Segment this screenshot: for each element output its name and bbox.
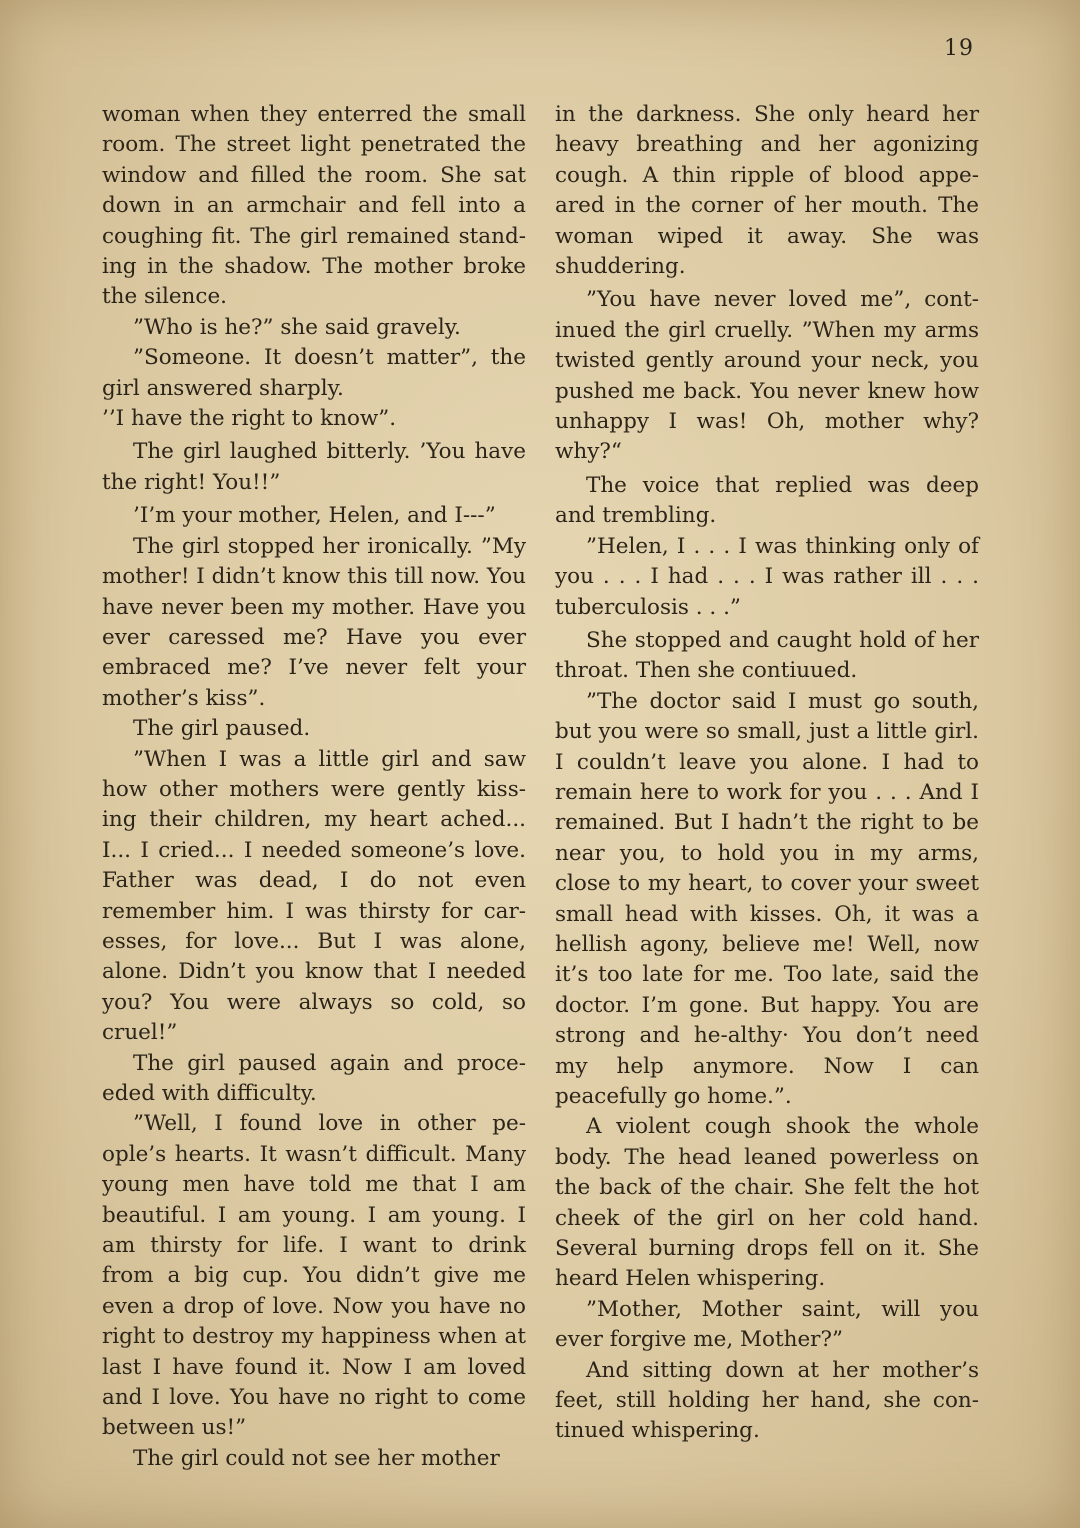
paragraph: ’I’m your mother, Helen, and I---” <box>133 503 496 529</box>
paragraph: ”Someone. It doesn’t matter”, the girl answered sharply. <box>102 345 526 401</box>
paragraph: The voice that replied was deep and trembling. <box>555 472 979 529</box>
paragraph: in the darkness. She only heard her heavy breathing and her agonizing cough. A thin ripple of blood appe-ared in the corner of her mouth. The woman wiped it away. She was shuddering. <box>555 102 979 280</box>
paragraph: And sitting down at her mother’s feet, still holding her hand, she con-tinued whispering. <box>555 1357 979 1444</box>
paragraph: She stopped and caught hold of her throat. Then she contiuued. <box>555 627 979 684</box>
paragraph: woman when they enterred the small room. The street light penetrated the window and filled the room. She sat down in an armchair and fell into a coughing fit. The girl remained stand-ing in the shadow. The mother broke the silence. <box>102 102 526 310</box>
paragraph: ”Who is he?” she said gravely. <box>133 314 461 340</box>
paragraph: The girl could not see her mother <box>133 1445 500 1471</box>
left-column <box>102 100 526 1474</box>
paragraph: ”You have never loved me”, cont-inued the girl cruelly. ”When my arms twisted gently around your neck, you pushed me back. You never knew how unhappy I was! Oh, mother why? why?“ <box>555 287 979 465</box>
paragraph: The girl paused. <box>133 716 311 742</box>
paragraph: ’’I have the right to know”. <box>102 406 397 432</box>
paragraph: ”The doctor said I must go south, but you were so small, just a little girl. I couldn’t leave you alone. I had to remain here to work for you . . . And I remained. But I hadn’t the right to be near you, to hold you in my arms, close to my heart, to cover your sweet small head with kisses. Oh, it was a hellish agony, believe me! Well, now it’s too late for me. Too late, said the doctor. I’m gone. But happy. You are strong and he-althy· You don’t need my help anymore. Now I can peacefully go home.”. <box>555 688 979 1109</box>
paragraph: ”Well, I found love in other pe-ople’s hearts. It wasn’t difficult. Many young men have told me that I am beautiful. I am young. I am young. I am thirsty for life. I want to drink from a big cup. You didn’t give me even a drop of love. Now you have no right to destroy my happiness when at last I have found it. Now I am loved and I love. You have no right to come between us!” <box>102 1111 526 1441</box>
page-number: 19 <box>944 36 974 61</box>
paragraph: The girl laughed bitterly. ’You have the right! You!!” <box>102 439 526 495</box>
paragraph: The girl paused again and proce-eded with difficulty. <box>102 1050 526 1106</box>
right-column <box>555 100 979 1447</box>
paragraph: A violent cough shook the whole body. The head leaned powerless on the back of the chair. She felt the hot cheek of the girl on her cold hand. Several burning drops fell on it. She heard Helen whispering. <box>555 1114 979 1292</box>
paragraph: ”When I was a little girl and saw how other mothers were gently kiss-ing their children, my heart ached... I... I cried... I needed someone’s love. Father was dead, I do not even remember him. I was thirsty for car-esses, for love... But I was alone, alone. Didn’t you know that I needed you? You were always so cold, so cruel!” <box>102 746 526 1046</box>
paragraph: ”Helen, I . . . I was thinking only of you . . . I had . . . I was rather ill . . . tuberculosis . . .” <box>555 533 979 620</box>
paragraph: ”Mother, Mother saint, will you ever forgive me, Mother?” <box>555 1296 979 1353</box>
paragraph: The girl stopped her ironically. ”My mother! I didn’t know this till now. You have never been my mother. Have you ever caressed me? Have you ever embraced me? I’ve never felt your mother’s kiss”. <box>102 533 526 711</box>
